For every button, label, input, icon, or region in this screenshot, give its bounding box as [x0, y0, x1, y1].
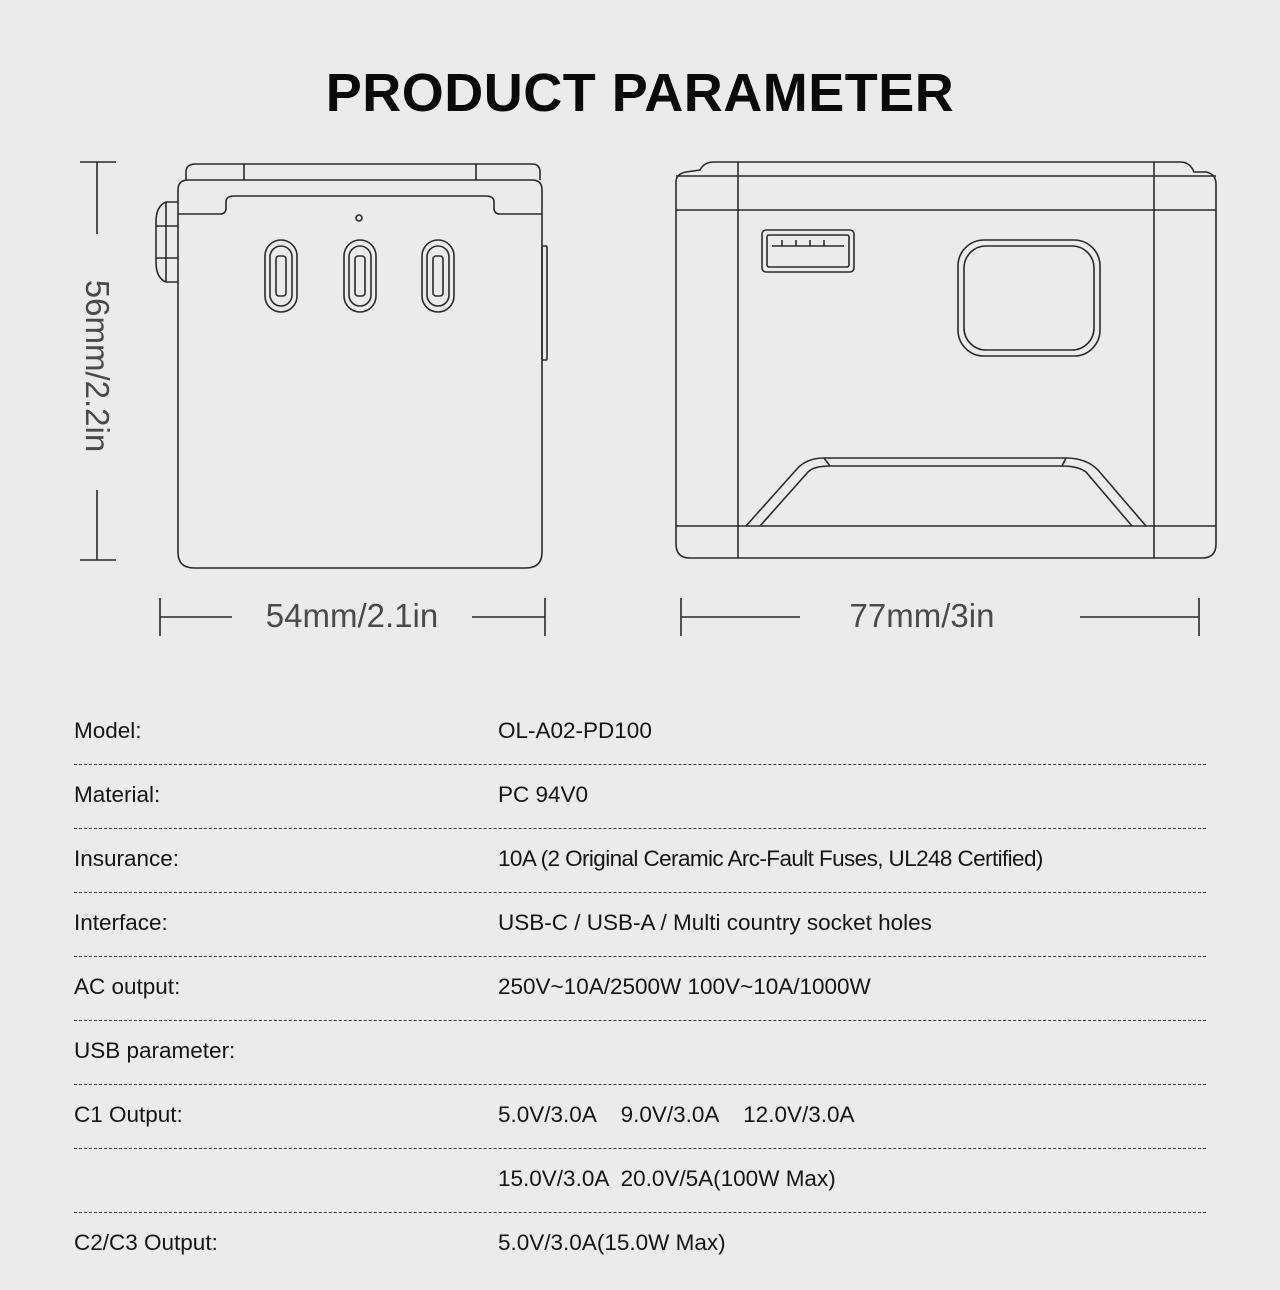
usb-c-port: [422, 240, 454, 312]
usb-c-port: [344, 240, 376, 312]
front-view: [156, 164, 547, 568]
row-divider: [74, 892, 1206, 893]
spec-value: PC 94V0: [498, 782, 589, 807]
spec-row-c2-c3-output: [74, 1226, 1206, 1290]
spec-row-ac-output: [74, 970, 1206, 1034]
spec-row-insurance: [74, 842, 1206, 906]
spec-value: 5.0V/3.0A 9.0V/3.0A 12.0V/3.0A: [498, 1102, 855, 1127]
row-divider: [74, 764, 1206, 765]
row-divider: [74, 1212, 1206, 1213]
spec-label: Interface:: [74, 910, 168, 935]
height-dimension: [79, 162, 116, 560]
spec-value: OL-A02-PD100: [498, 718, 652, 743]
side-width-dimension: [681, 597, 1199, 636]
spec-label: Material:: [74, 782, 161, 807]
usb-c-port: [265, 240, 297, 312]
side-view: [676, 162, 1216, 558]
spec-label: C1 Output:: [74, 1102, 183, 1127]
row-divider: [74, 828, 1206, 829]
row-divider: [74, 1084, 1206, 1085]
spec-label: USB parameter:: [74, 1038, 236, 1063]
spec-value: USB-C / USB-A / Multi country socket holes: [498, 910, 932, 935]
spec-value: 250V~10A/2500W 100V~10A/1000W: [498, 974, 871, 999]
page-title: PRODUCT PARAMETER: [325, 63, 955, 123]
spec-value: 10A (2 Original Ceramic Arc-Fault Fuses, UL248 Certified): [498, 846, 1043, 871]
spec-row-c1-output-continued: [74, 1162, 1206, 1226]
row-divider: [74, 956, 1206, 957]
spec-value: 5.0V/3.0A(15.0W Max): [498, 1230, 726, 1255]
spec-label: Model:: [74, 718, 142, 743]
socket-window: [958, 240, 1100, 356]
usb-a-port: [762, 230, 854, 272]
height-label: 56mm/2.2in: [79, 279, 116, 453]
spec-row-c1-output: [74, 1098, 1206, 1162]
spec-value: 15.0V/3.0A 20.0V/5A(100W Max): [498, 1166, 836, 1191]
spec-row-interface: [74, 906, 1206, 970]
spec-row-model: [74, 714, 1206, 778]
spec-label: Insurance:: [74, 846, 180, 871]
spec-row-usb-parameter: [74, 1034, 1206, 1098]
side-width-label: 77mm/3in: [849, 597, 995, 634]
spec-row-material: [74, 778, 1206, 842]
row-divider: [74, 1020, 1206, 1021]
spec-label: C2/C3 Output:: [74, 1230, 218, 1255]
row-divider: [74, 1148, 1206, 1149]
spec-label: AC output:: [74, 974, 181, 999]
front-width-label: 54mm/2.1in: [265, 597, 439, 634]
front-width-dimension: [160, 597, 545, 636]
